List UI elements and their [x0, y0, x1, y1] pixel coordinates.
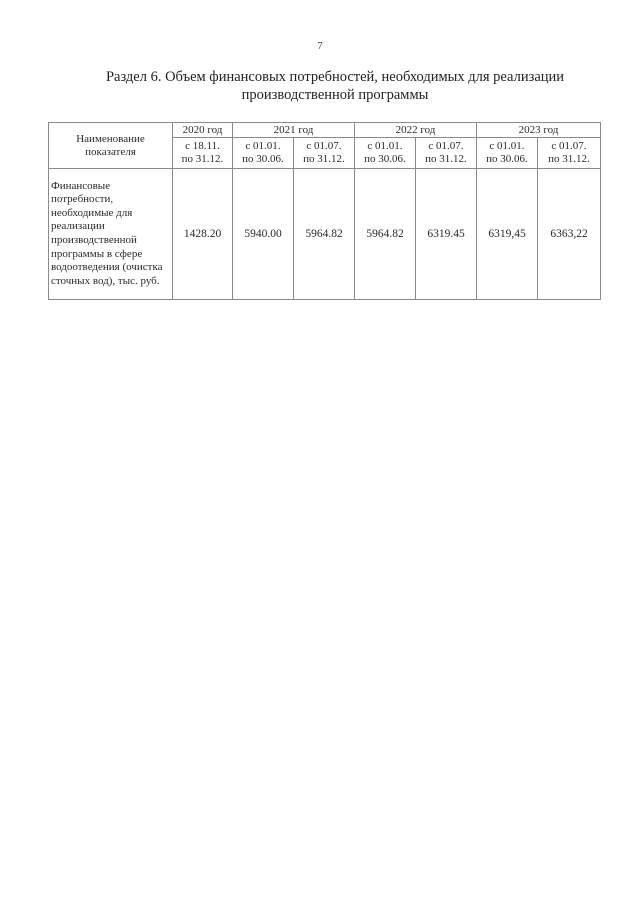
indicator-name: Финансовые потребности, необходимые для реализации производственной программы в сфере водоотведения (очистка сточных вод), тыс. руб. — [49, 169, 173, 300]
period-from: с 01.01. — [245, 139, 281, 152]
period-header — [294, 138, 355, 169]
period-header — [173, 138, 233, 169]
value-cell: 6363,22 — [538, 169, 601, 300]
value-cell: 1428.20 — [173, 169, 233, 300]
period-to: по 30.06. — [486, 153, 528, 165]
value-cell: 5940.00 — [233, 169, 294, 300]
year-header-2020: 2020 год — [173, 123, 233, 138]
period-to: по 31.12. — [425, 153, 467, 165]
year-header-2022: 2022 год — [355, 123, 477, 138]
page-number: 7 — [317, 40, 323, 52]
period-to: по 30.06. — [364, 153, 406, 165]
year-header-2023: 2023 год — [477, 123, 601, 138]
value-cell: 5964.82 — [355, 169, 416, 300]
value-cell: 6319.45 — [416, 169, 477, 300]
table-row — [49, 169, 601, 300]
period-header — [233, 138, 294, 169]
year-header-2021: 2021 год — [233, 123, 355, 138]
period-to: по 31.12. — [181, 153, 224, 165]
period-header — [477, 138, 538, 169]
period-header — [538, 138, 601, 169]
section-title — [70, 68, 600, 104]
period-header — [416, 138, 477, 169]
year-header-row — [49, 123, 601, 138]
period-from: с 01.01. — [489, 139, 525, 152]
section-title-line-2: производственной программы — [241, 87, 429, 103]
financial-needs-table — [48, 122, 601, 300]
period-from: с 01.07. — [306, 139, 342, 152]
period-to: по 31.12. — [548, 153, 590, 165]
period-from: с 01.07. — [428, 139, 464, 152]
indicator-header: Наименование показателя — [49, 123, 173, 169]
value-cell: 5964.82 — [294, 169, 355, 300]
value-cell: 6319,45 — [477, 169, 538, 300]
period-from: с 18.11. — [185, 139, 220, 152]
period-from: с 01.01. — [367, 139, 403, 152]
period-to: по 31.12. — [303, 153, 345, 165]
section-title-line-1: Раздел 6. Объем финансовых потребностей, необходимых для реализации — [105, 69, 565, 85]
period-header — [355, 138, 416, 169]
period-from: с 01.07. — [551, 139, 587, 152]
period-to: по 30.06. — [242, 153, 284, 165]
